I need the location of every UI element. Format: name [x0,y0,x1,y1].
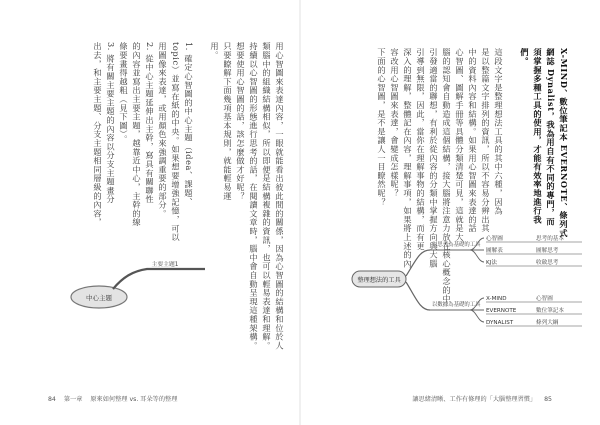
right-body-line: 是以整篇文字排列的資訊，所以不容易分辨出其 [481,48,491,233]
tool-name: 圖解表 [486,248,503,254]
right-body-line: 深入的理解，整體記在內容，理解事項，如果將上述的內 [403,48,413,268]
left-page-number: 84 [48,396,56,403]
left-mindmap-diagram [55,255,220,335]
right-body-line: 下面的心智圖，是不是讓人一目瞭然呢？ [377,48,387,207]
tool-description: 圖解思考 [536,248,559,254]
left-body-line: topic）並寫在紙的中央。如果想要增強記憶，可以 [171,42,181,242]
left-body-line: 出去，和主要主題、分支主題相同層級的內容， [93,42,103,227]
right-footer-title: 讓思緒清晰、工作有條理的「大腦整理習慣」 [412,396,537,403]
left-body-line: 用。 [210,42,220,60]
tool-name: 心智圖 [486,236,503,242]
tools-center-label: 整理想法的工具 [357,277,401,284]
tool-name: X-MIND [486,296,507,302]
group-top-label: 以思考為基礎的工具 [432,242,481,248]
right-body-line: 容改用心智圖來表達，會變成怎樣呢？ [390,48,400,198]
right-footer [412,394,558,403]
left-body-line: 的內容並寫出主要主題，越靠近中心，主幹的線 [132,42,142,227]
tool-name: EVERNOTE [486,308,517,314]
tool-description: 思考的基本 [536,236,564,242]
left-body-line: 用圖像來表達，或用顏色來強調重要的部分。 [158,42,168,218]
left-body-line: 1. 確定心智圖的中心主題（idea、課題、 [184,42,194,207]
right-tools-mindmap [350,228,590,338]
left-footer-title: 原來如何整理 vs. 耳朵等的整理 [90,396,178,403]
tool-rows [486,234,582,326]
right-body-line: 須掌握多種工具的使用，才能有效率地進行我 [533,48,543,224]
right-page-number: 85 [544,396,552,403]
left-body-line: 只要瞭解下面幾項基本規則，就能輕易運 [223,42,233,201]
left-chapter: 第一章 [63,396,83,403]
right-body-line: 這段文字是整理想法工具的其中六種，因為 [494,48,504,216]
right-body-line: 腦的認知會自動造成這個結構，接大腦將注意力放在核心概念的中 [442,48,452,304]
left-body-line: 條要畫得越粗（見下圖）。 [119,42,129,144]
right-body-line: 中的資料內容和結構。如果用心智圖來表達的話 [468,48,478,233]
tool-description: 數位筆記本 [536,308,564,314]
tool-description: 收斂思考 [536,260,559,266]
right-body-line: 們。 [520,48,530,66]
tool-description: 心智圖 [536,296,553,302]
left-footer [42,394,177,403]
tool-name: KJ法 [486,260,497,266]
left-body-line: 類腦中的組織結構相似，所以即便是結構複雜的資訊，也可以輕易表達和理解。 [262,42,272,350]
right-body-line: X-MIND、數位筆記本 EVERNOTE、條列式 [559,48,569,238]
right-body-line: 引發適當的聯想，有利於從內容的分類中掌握方向與大腦 [429,48,439,268]
left-body-line: 用心智圖來表達內容，一眼就能看出彼此間的關係，因為心智圖的結構和位於人 [275,42,285,350]
left-body-line: 持續以心智圖的形態進行思考的話，在閱讀文章時，腦中會自動呈現這種架構。 [249,42,259,350]
left-body-line: 想要使用心智圖的話，該怎麼做才好呢？ [236,42,246,201]
right-body-line: 引導到無限，因此，當你在理解事物的結構，而有更 [416,48,426,251]
main-branch-line [113,269,205,289]
right-page [300,0,600,425]
right-body-line: 心智圖、圖解手冊等具體分類清楚可見，這就是大 [455,48,465,242]
group-bottom-label: 以數據為基礎的工具 [432,302,481,308]
right-body-line: 網誌 Dynalist，我為用自有不同的專門，而 [546,48,556,226]
left-body-line: 2. 從中心主題延伸出主幹，寫具有關聯性 [145,42,155,204]
center-node-label: 中心主題 [86,294,112,302]
main-branch-label: 主要主題1 [151,262,179,268]
left-body-line: 3. 將有關主要主題的內容以分支主題畫分 [106,42,116,204]
tool-name: DYNALIST [486,320,514,326]
tool-description: 條列大綱 [536,320,559,326]
